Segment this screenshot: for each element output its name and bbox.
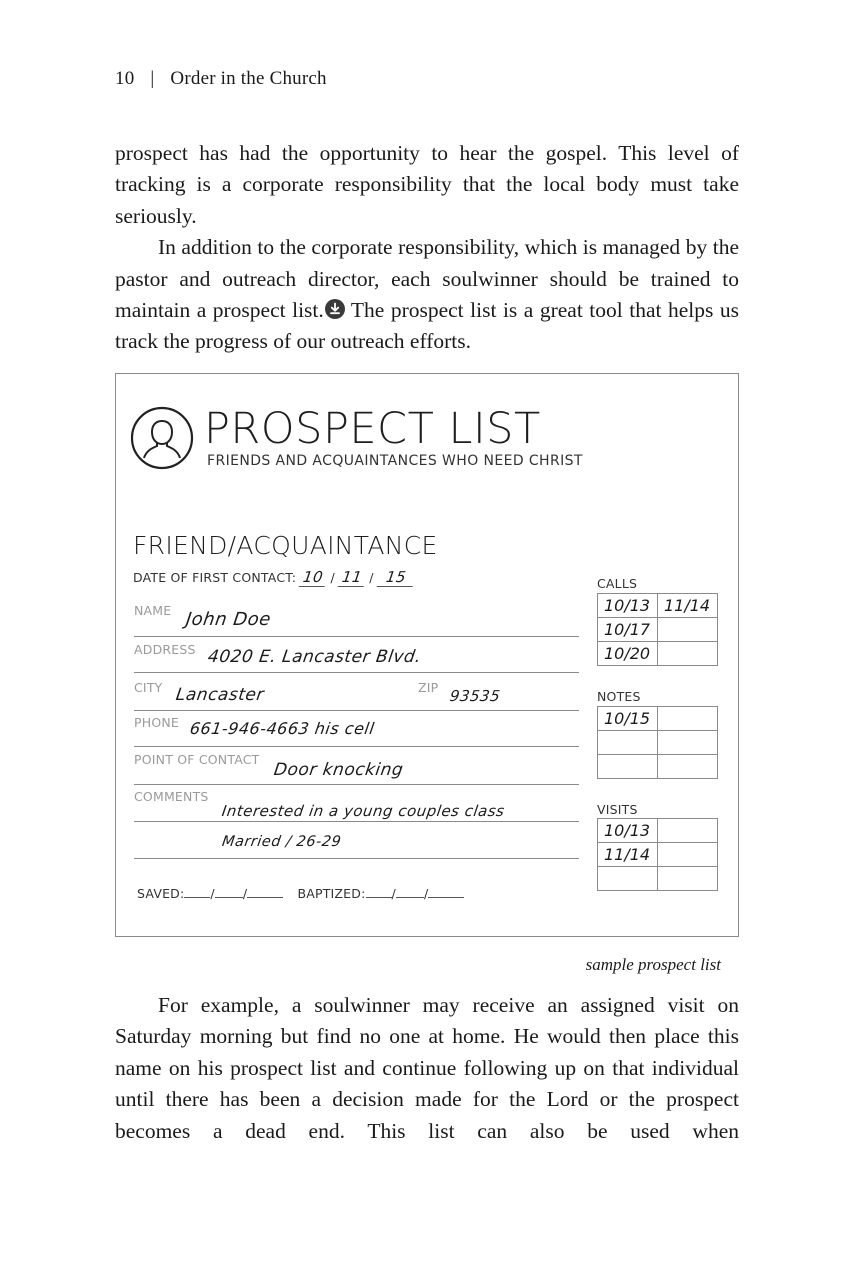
city-label: CITY (134, 680, 163, 695)
table-cell (598, 731, 658, 755)
notes-grid (597, 706, 718, 779)
paragraph-text: In addition to the corporate responsibility, which is managed by the pastor and outreach director, each soulwinner should be trained to maintain a prospect list. (115, 235, 739, 323)
table-row (598, 755, 718, 779)
point-of-contact-value: Door knocking (272, 760, 405, 780)
comment-line-2: Married / 26-29 (220, 834, 343, 850)
saved-baptized-row: SAVED: / / BAPTIZED: / / (137, 886, 464, 901)
field-line (134, 821, 579, 822)
phone-label: PHONE (134, 715, 180, 730)
table-cell (598, 867, 658, 891)
table-cell: 10/20 (598, 642, 658, 666)
table-row (598, 819, 718, 843)
table-cell (658, 843, 718, 867)
header-separator: | (150, 68, 155, 89)
card-subtitle: FRIENDS AND ACQUAINTANCES WHO NEED CHRIST (207, 453, 583, 469)
table-cell: 10/13 (598, 819, 658, 843)
point-of-contact-label: POINT OF CONTACT (134, 752, 260, 767)
visits-label: VISITS (597, 802, 638, 817)
date-label: DATE OF FIRST CONTACT: (133, 570, 297, 585)
download-icon[interactable] (325, 299, 345, 319)
paragraph (115, 232, 739, 358)
body-text-bottom (115, 990, 739, 1147)
date-of-first-contact (133, 568, 414, 587)
field-line (134, 858, 579, 859)
running-head (115, 68, 327, 90)
zip-label: ZIP (418, 680, 439, 695)
table-cell (658, 819, 718, 843)
date-year: 15 (377, 568, 416, 587)
notes-label: NOTES (597, 689, 641, 704)
address-value: 4020 E. Lancaster Blvd. (206, 647, 423, 667)
figure-caption: sample prospect list (585, 955, 721, 974)
table-row (598, 867, 718, 891)
visits-grid (597, 818, 718, 891)
field-line (134, 784, 579, 785)
baptized-label: BAPTIZED: (297, 886, 366, 901)
name-label: NAME (134, 603, 172, 618)
saved-label: SAVED: (137, 886, 185, 901)
table-cell (658, 755, 718, 779)
zip-value: 93535 (448, 687, 502, 705)
table-cell: 10/15 (598, 707, 658, 731)
table-cell (658, 707, 718, 731)
name-value: John Doe (184, 609, 273, 630)
table-row (598, 594, 718, 618)
card-title: PROSPECT LIST (204, 404, 541, 454)
section-title: FRIEND/ACQUAINTANCE (133, 531, 438, 560)
phone-value: 661-946-4663 his cell (188, 719, 376, 738)
field-line (134, 746, 579, 747)
table-row (598, 731, 718, 755)
table-cell (598, 755, 658, 779)
field-line (134, 636, 579, 637)
calls-grid (597, 593, 718, 666)
comments-label: COMMENTS (134, 789, 209, 804)
body-text-top (115, 138, 739, 358)
paragraph: For example, a soulwinner may receive an assigned visit on Saturday morning but find no one at home. He would then place this name on his prospect list and continue following up on that individual until there has been a decision made for the Lord or the prospect becomes a dead end. This list can also be used when (115, 993, 739, 1143)
city-value: Lancaster (174, 685, 266, 705)
table-cell (658, 731, 718, 755)
field-line (134, 710, 579, 711)
date-day: 11 (338, 568, 367, 587)
person-icon (130, 406, 194, 470)
table-cell: 10/17 (598, 618, 658, 642)
table-cell: 11/14 (598, 843, 658, 867)
table-cell (658, 642, 718, 666)
date-separator: / (369, 570, 374, 585)
table-row (598, 707, 718, 731)
table-row (598, 618, 718, 642)
table-cell (658, 618, 718, 642)
table-cell: 11/14 (658, 594, 718, 618)
table-cell: 10/13 (598, 594, 658, 618)
comment-line-1: Interested in a young couples class (220, 802, 506, 820)
table-cell (658, 867, 718, 891)
table-row (598, 642, 718, 666)
date-separator: / (330, 570, 335, 585)
paragraph-text: The prospect list is a great tool that helps us track the progress of our outreach efforts. (115, 298, 739, 354)
calls-label: CALLS (597, 576, 638, 591)
table-row (598, 843, 718, 867)
paragraph: prospect has had the opportunity to hear the gospel. This level of tracking is a corporate responsibility that the local body must take seriously. (115, 141, 739, 228)
page-number: 10 (115, 68, 135, 89)
book-title: Order in the Church (170, 68, 327, 89)
date-month: 10 (299, 568, 328, 587)
prospect-list-card (115, 373, 739, 937)
field-line (134, 672, 579, 673)
address-label: ADDRESS (134, 642, 196, 657)
